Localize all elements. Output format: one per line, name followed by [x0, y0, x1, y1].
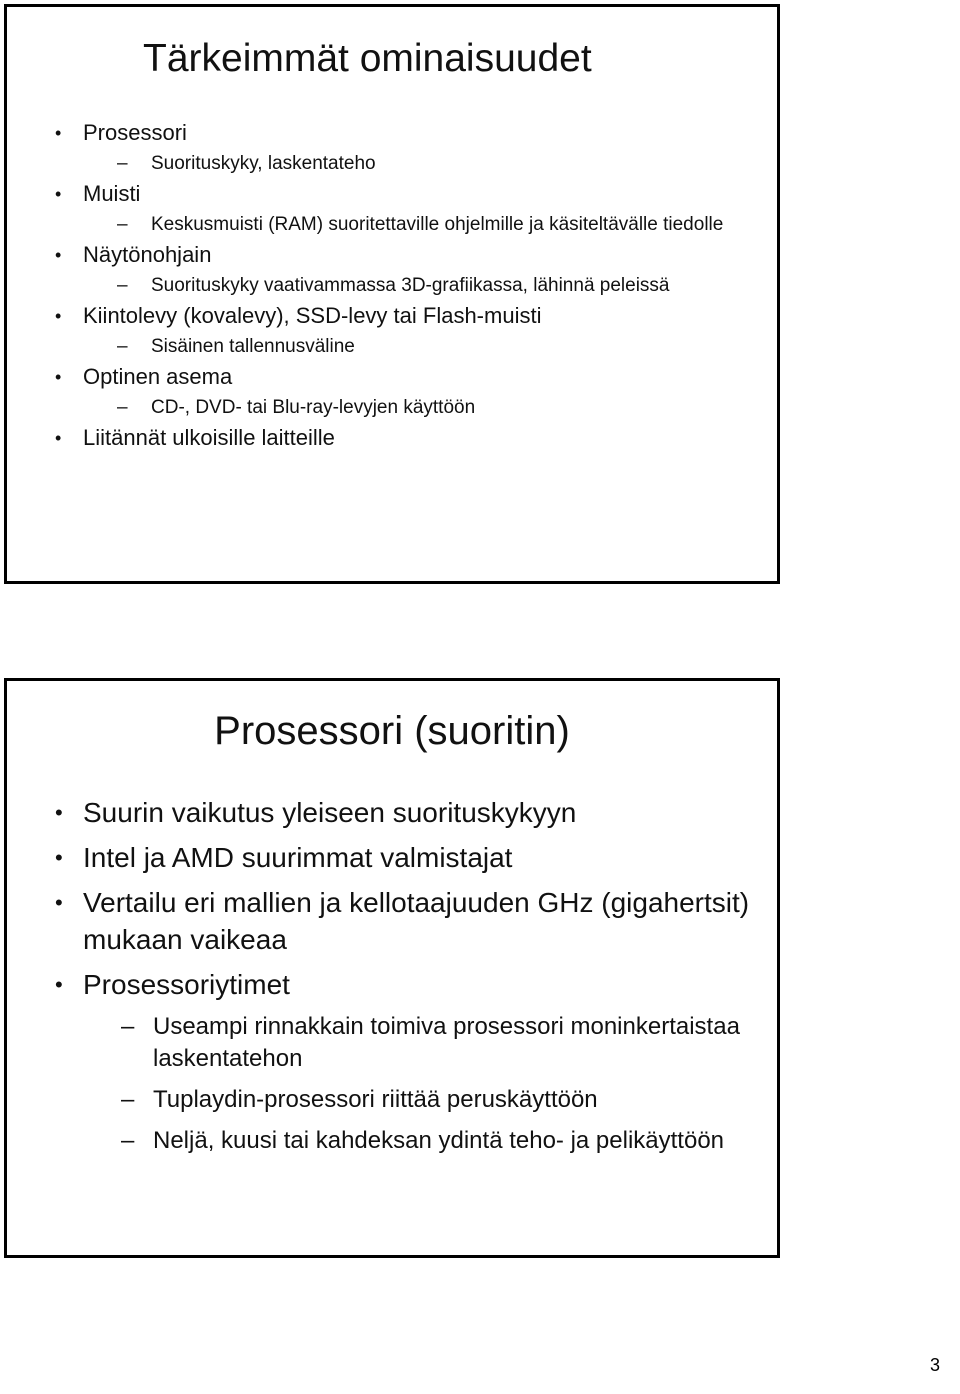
sub-bullet-text: Sisäinen tallennusväline [151, 336, 355, 357]
sub-bullet-text: Suorituskyky, laskentateho [151, 153, 376, 174]
bullet-icon: • [55, 245, 62, 265]
slide-1-title: Tärkeimmät ominaisuudet [143, 37, 592, 80]
sub-bullet-item [121, 1084, 755, 1116]
bullet-text: Optinen asema [83, 364, 233, 389]
sub-bullet-item [117, 395, 755, 420]
sub-bullet-list [117, 151, 755, 176]
bullet-icon: • [55, 890, 63, 915]
sub-bullet-text: Tuplaydin-prosessori riittää peruskäyttöön [153, 1086, 598, 1113]
bullet-icon: • [55, 367, 62, 387]
slide-2 [4, 678, 780, 1258]
sub-bullet-item [121, 1011, 755, 1075]
dash-icon: – [121, 1127, 135, 1154]
bullet-text: Prosessori [83, 120, 187, 145]
sub-bullet-item [117, 212, 755, 237]
sub-bullet-item [117, 151, 755, 176]
slide-1 [4, 4, 780, 584]
sub-bullet-text: Keskusmuisti (RAM) suoritettaville ohjelmille ja käsiteltävälle tiedolle [151, 214, 724, 235]
bullet-icon: • [55, 123, 62, 143]
sub-bullet-list [117, 273, 755, 298]
bullet-text: Prosessoriytimet [83, 969, 290, 1000]
bullet-icon: • [55, 306, 62, 326]
sub-bullet-list [121, 1011, 755, 1157]
sub-bullet-text: Neljä, kuusi tai kahdeksan ydintä teho- ja pelikäyttöön [153, 1127, 725, 1154]
dash-icon: – [121, 1013, 135, 1040]
bullet-item [55, 180, 755, 237]
dash-icon: – [117, 336, 128, 357]
bullet-item [55, 424, 755, 452]
bullet-item [55, 966, 755, 1157]
sub-bullet-text: CD-, DVD- tai Blu-ray-levyjen käyttöön [151, 397, 476, 418]
bullet-text: Intel ja AMD suurimmat valmistajat [83, 842, 513, 873]
bullet-text: Liitännät ulkoisille laitteille [83, 425, 335, 450]
bullet-text: Muisti [83, 181, 141, 206]
bullet-text: Näytönohjain [83, 242, 212, 267]
bullet-item [55, 241, 755, 298]
sub-bullet-list [117, 212, 755, 237]
bullet-icon: • [55, 800, 63, 825]
bullet-icon: • [55, 428, 62, 448]
sub-bullet-item [117, 273, 755, 298]
sub-bullet-list [117, 395, 755, 420]
sub-bullet-item [117, 334, 755, 359]
bullet-icon: • [55, 972, 63, 997]
bullet-item [55, 884, 755, 958]
dash-icon: – [117, 397, 128, 418]
bullet-text: Suurin vaikutus yleiseen suorituskykyyn [83, 797, 577, 828]
dash-icon: – [117, 214, 128, 235]
slide-2-bullet-list [55, 794, 755, 1166]
sub-bullet-item [121, 1125, 755, 1157]
dash-icon: – [117, 275, 128, 296]
slide-2-title: Prosessori (suoritin) [214, 709, 570, 753]
sub-bullet-text: Suorituskyky vaativammassa 3D-grafiikassa, lähinnä peleissä [151, 275, 670, 296]
slide-1-bullet-list [55, 119, 755, 456]
bullet-item [55, 363, 755, 420]
sub-bullet-text: Useampi rinnakkain toimiva prosessori moninkertaistaa laskentatehon [153, 1013, 740, 1072]
dash-icon: – [121, 1086, 135, 1113]
sub-bullet-list [117, 334, 755, 359]
dash-icon: – [117, 153, 128, 174]
bullet-icon: • [55, 845, 63, 870]
bullet-item [55, 839, 755, 876]
bullet-item [55, 302, 755, 359]
bullet-text: Kiintolevy (kovalevy), SSD-levy tai Flash-muisti [83, 303, 542, 328]
bullet-icon: • [55, 184, 62, 204]
bullet-item [55, 794, 755, 831]
page-number: 3 [929, 1355, 940, 1375]
bullet-text: Vertailu eri mallien ja kellotaajuuden GHz (gigahertsit) mukaan vaikeaa [83, 887, 750, 955]
bullet-item [55, 119, 755, 176]
